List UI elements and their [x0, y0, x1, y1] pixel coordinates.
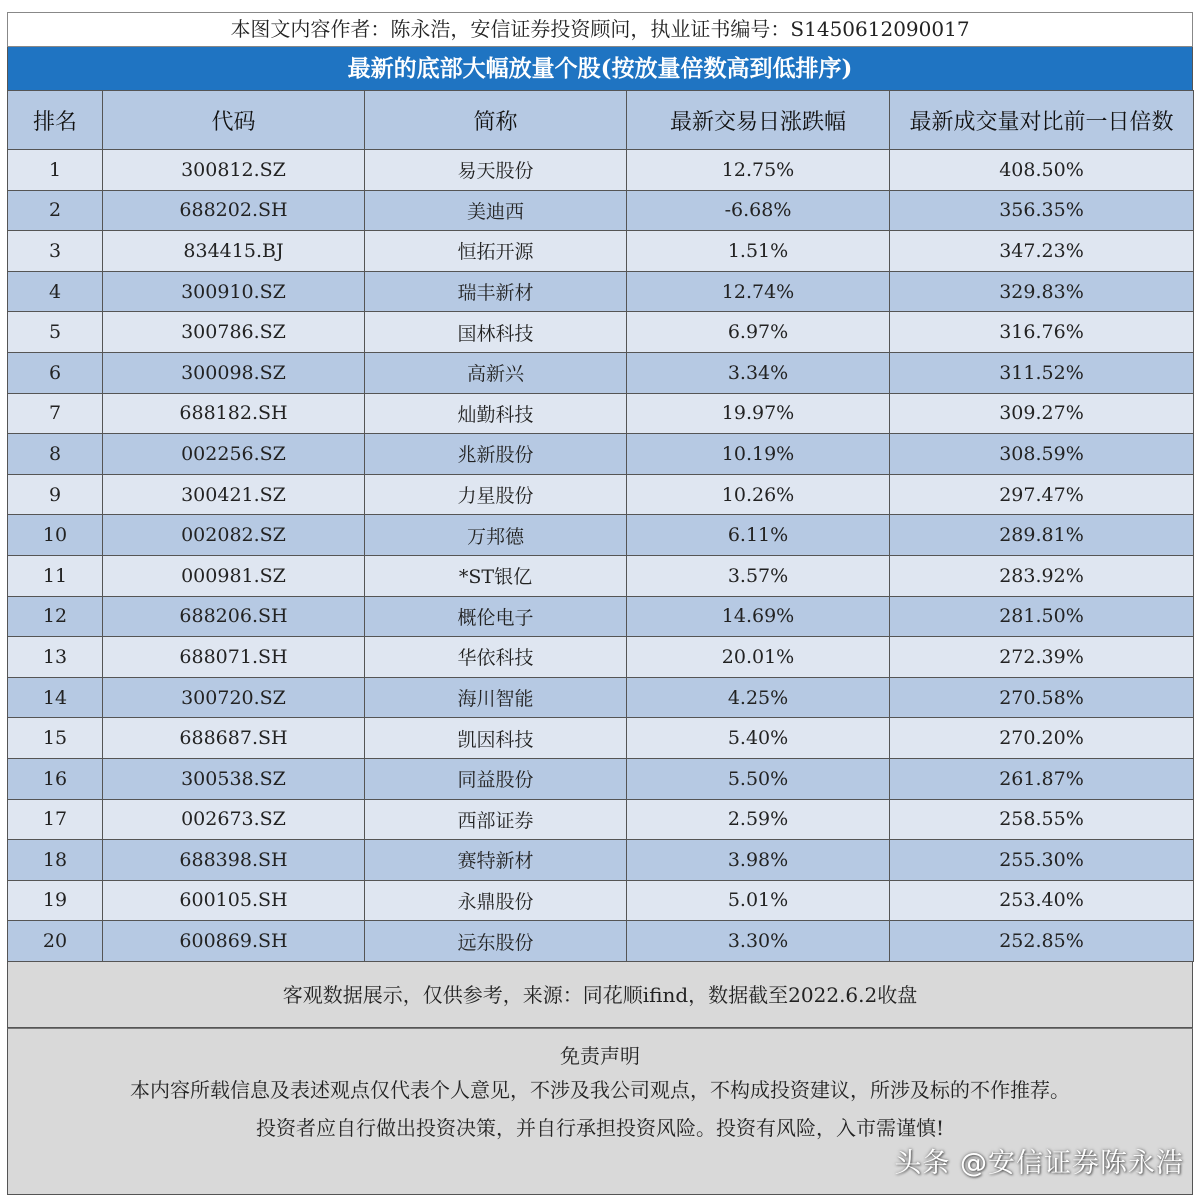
cell-change: -6.68%	[627, 190, 890, 231]
cell-rank: 12	[8, 596, 103, 637]
cell-rank: 19	[8, 880, 103, 921]
cell-change: 5.50%	[627, 758, 890, 799]
cell-ratio: 289.81%	[890, 515, 1194, 556]
cell-change: 3.30%	[627, 921, 890, 962]
table-row	[8, 921, 1194, 962]
disclaimer-title: 免责声明	[560, 1044, 640, 1068]
cell-rank: 11	[8, 555, 103, 596]
cell-ratio: 281.50%	[890, 596, 1194, 637]
source-note: 客观数据展示，仅供参考，来源：同花顺ifind，数据截至2022.6.2收盘	[7, 962, 1193, 1028]
cell-change: 20.01%	[627, 637, 890, 678]
cell-ratio: 309.27%	[890, 393, 1194, 434]
table-row	[8, 637, 1194, 678]
cell-name: 海川智能	[365, 677, 627, 718]
cell-change: 4.25%	[627, 677, 890, 718]
watermark: 头条 @安信证券陈永浩	[894, 1148, 1184, 1179]
cell-code: 688687.SH	[103, 718, 365, 759]
cell-rank: 6	[8, 352, 103, 393]
cell-name: 高新兴	[365, 352, 627, 393]
cell-code: 300786.SZ	[103, 312, 365, 353]
cell-name: 凯因科技	[365, 718, 627, 759]
cell-ratio: 253.40%	[890, 880, 1194, 921]
cell-ratio: 316.76%	[890, 312, 1194, 353]
cell-code: 600869.SH	[103, 921, 365, 962]
cell-rank: 13	[8, 637, 103, 678]
cell-ratio: 255.30%	[890, 840, 1194, 881]
cell-ratio: 347.23%	[890, 231, 1194, 272]
cell-ratio: 297.47%	[890, 474, 1194, 515]
cell-change: 2.59%	[627, 799, 890, 840]
cell-rank: 8	[8, 434, 103, 475]
cell-ratio: 258.55%	[890, 799, 1194, 840]
cell-code: 300538.SZ	[103, 758, 365, 799]
cell-name: 易天股份	[365, 150, 627, 191]
table-row	[8, 758, 1194, 799]
header-ratio: 最新成交量对比前一日倍数	[890, 91, 1194, 150]
cell-change: 3.57%	[627, 555, 890, 596]
cell-ratio: 356.35%	[890, 190, 1194, 231]
cell-rank: 3	[8, 231, 103, 272]
cell-ratio: 252.85%	[890, 921, 1194, 962]
cell-ratio: 311.52%	[890, 352, 1194, 393]
header-code: 代码	[103, 91, 365, 150]
cell-ratio: 270.20%	[890, 718, 1194, 759]
table-title: 最新的底部大幅放量个股(按放量倍数高到低排序)	[7, 47, 1193, 90]
table-row	[8, 799, 1194, 840]
report-card	[7, 12, 1193, 1195]
cell-name: 赛特新材	[365, 840, 627, 881]
cell-name: 同益股份	[365, 758, 627, 799]
cell-name: 永鼎股份	[365, 880, 627, 921]
cell-name: 兆新股份	[365, 434, 627, 475]
header-name: 简称	[365, 91, 627, 150]
cell-change: 10.19%	[627, 434, 890, 475]
cell-code: 688182.SH	[103, 393, 365, 434]
cell-name: 国林科技	[365, 312, 627, 353]
cell-rank: 15	[8, 718, 103, 759]
table-row	[8, 596, 1194, 637]
cell-ratio: 261.87%	[890, 758, 1194, 799]
cell-rank: 4	[8, 271, 103, 312]
cell-name: *ST银亿	[365, 555, 627, 596]
cell-rank: 1	[8, 150, 103, 191]
header-change: 最新交易日涨跌幅	[627, 91, 890, 150]
cell-code: 300720.SZ	[103, 677, 365, 718]
cell-change: 5.01%	[627, 880, 890, 921]
cell-code: 300812.SZ	[103, 150, 365, 191]
cell-name: 灿勤科技	[365, 393, 627, 434]
cell-code: 600105.SH	[103, 880, 365, 921]
cell-ratio: 283.92%	[890, 555, 1194, 596]
cell-code: 002673.SZ	[103, 799, 365, 840]
header-rank: 排名	[8, 91, 103, 150]
cell-change: 14.69%	[627, 596, 890, 637]
cell-ratio: 329.83%	[890, 271, 1194, 312]
table-row	[8, 474, 1194, 515]
cell-change: 3.34%	[627, 352, 890, 393]
table-row	[8, 434, 1194, 475]
cell-name: 美迪西	[365, 190, 627, 231]
table-row	[8, 150, 1194, 191]
cell-code: 300910.SZ	[103, 271, 365, 312]
cell-change: 6.11%	[627, 515, 890, 556]
cell-rank: 16	[8, 758, 103, 799]
cell-rank: 10	[8, 515, 103, 556]
cell-name: 远东股份	[365, 921, 627, 962]
cell-change: 12.75%	[627, 150, 890, 191]
cell-rank: 18	[8, 840, 103, 881]
cell-rank: 9	[8, 474, 103, 515]
table-row	[8, 271, 1194, 312]
table-row	[8, 231, 1194, 272]
cell-code: 688206.SH	[103, 596, 365, 637]
cell-code: 002082.SZ	[103, 515, 365, 556]
cell-rank: 7	[8, 393, 103, 434]
cell-rank: 17	[8, 799, 103, 840]
table-row	[8, 190, 1194, 231]
cell-change: 6.97%	[627, 312, 890, 353]
cell-change: 12.74%	[627, 271, 890, 312]
cell-ratio: 308.59%	[890, 434, 1194, 475]
table-row	[8, 352, 1194, 393]
cell-code: 000981.SZ	[103, 555, 365, 596]
cell-rank: 2	[8, 190, 103, 231]
table-row	[8, 677, 1194, 718]
cell-change: 5.40%	[627, 718, 890, 759]
cell-name: 西部证券	[365, 799, 627, 840]
cell-code: 300421.SZ	[103, 474, 365, 515]
cell-name: 华依科技	[365, 637, 627, 678]
cell-code: 002256.SZ	[103, 434, 365, 475]
cell-change: 1.51%	[627, 231, 890, 272]
cell-name: 概伦电子	[365, 596, 627, 637]
table-row	[8, 312, 1194, 353]
table-row	[8, 880, 1194, 921]
table-header-row	[8, 91, 1194, 150]
table-row	[8, 840, 1194, 881]
disclaimer-line-1: 本内容所载信息及表述观点仅代表个人意见，不涉及我公司观点，不构成投资建议，所涉及标的不作推荐。	[130, 1078, 1070, 1102]
cell-code: 834415.BJ	[103, 231, 365, 272]
table-row	[8, 393, 1194, 434]
cell-name: 万邦德	[365, 515, 627, 556]
cell-change: 3.98%	[627, 840, 890, 881]
cell-rank: 5	[8, 312, 103, 353]
stock-table	[7, 90, 1194, 962]
cell-ratio: 408.50%	[890, 150, 1194, 191]
cell-rank: 14	[8, 677, 103, 718]
cell-code: 688202.SH	[103, 190, 365, 231]
table-row	[8, 718, 1194, 759]
cell-code: 688071.SH	[103, 637, 365, 678]
table-row	[8, 515, 1194, 556]
author-line: 本图文内容作者：陈永浩，安信证券投资顾问，执业证书编号：S1450612090017	[7, 12, 1193, 47]
table-body	[8, 150, 1194, 962]
cell-code: 300098.SZ	[103, 352, 365, 393]
cell-change: 10.26%	[627, 474, 890, 515]
disclaimer-line-2: 投资者应自行做出投资决策，并自行承担投资风险。投资有风险，入市需谨慎!	[255, 1116, 945, 1140]
cell-rank: 20	[8, 921, 103, 962]
cell-name: 力星股份	[365, 474, 627, 515]
cell-change: 19.97%	[627, 393, 890, 434]
cell-name: 瑞丰新材	[365, 271, 627, 312]
table-row	[8, 555, 1194, 596]
cell-ratio: 270.58%	[890, 677, 1194, 718]
cell-ratio: 272.39%	[890, 637, 1194, 678]
cell-name: 恒拓开源	[365, 231, 627, 272]
cell-code: 688398.SH	[103, 840, 365, 881]
